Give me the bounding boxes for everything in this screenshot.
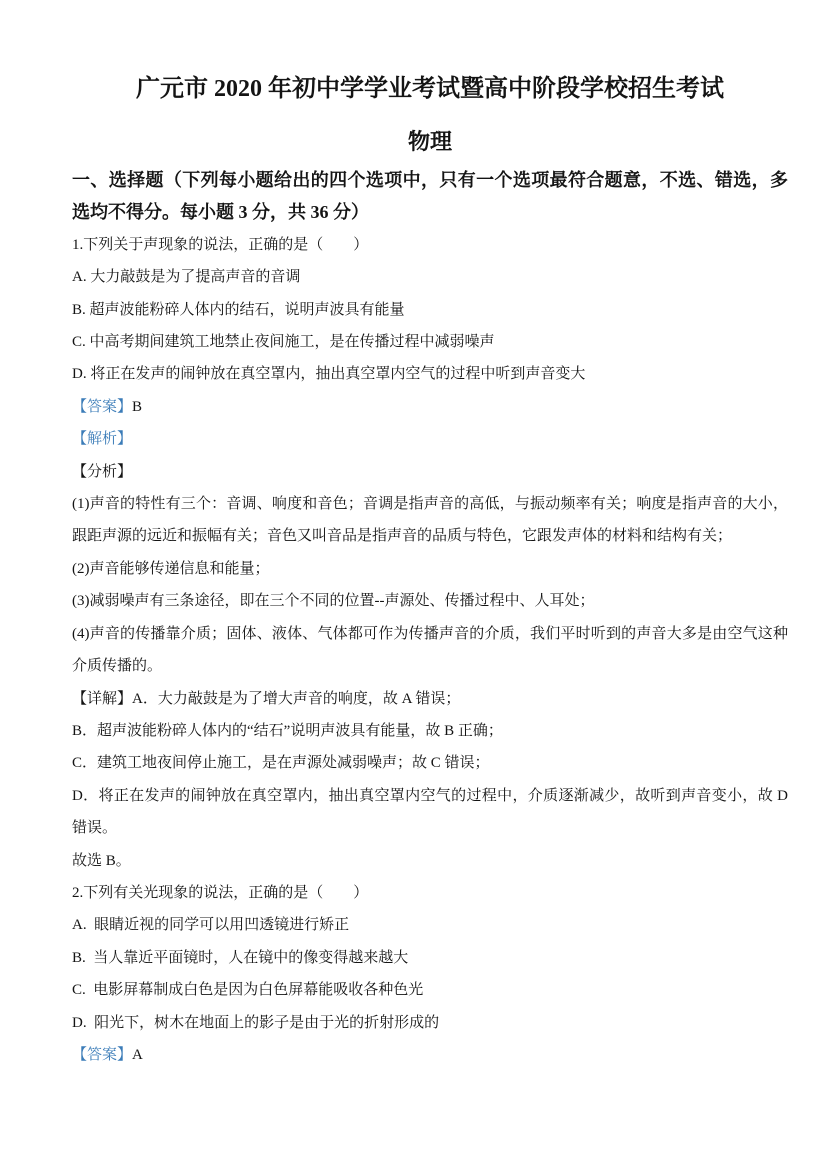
question-2-option-c: C. 电影屏幕制成白色是因为白色屏幕能吸收各种色光 (72, 982, 424, 999)
question-1-jiexi-label: 【解析】 (72, 431, 133, 448)
detail-label: 【详解】 (72, 690, 133, 707)
document-content (72, 72, 792, 1071)
question-1-option-d: D. 将正在发声的闹钟放在真空罩内，抽出真空罩内空气的过程中听到声音变大 (72, 366, 586, 383)
question-1-conclusion: 故选 B。 (72, 852, 131, 869)
answer-value: A (132, 1046, 143, 1063)
question-2-option-a: A. 眼睛近视的同学可以用凹透镜进行矫正 (72, 917, 350, 934)
question-1-analysis-1: (1)声音的特性有三个：音调、响度和音色；音调是指声音的高低，与振动频率有关；响度是指声音的大小，跟距声源的远近和振幅有关；音色又叫音品是指声音的品质与特色，它跟发声体的材料和结构有关； (72, 496, 788, 545)
question-1-block (72, 229, 792, 877)
question-1-stem: 1.下列关于声现象的说法，正确的是（ ） (72, 236, 369, 253)
question-1-answer-line (72, 391, 788, 423)
question-1-detail-line-d: D．将正在发声的闹钟放在真空罩内，抽出真空罩内空气的过程中，介质逐渐减少，故听到声音变小，故 D 错误。 (72, 787, 792, 837)
exam-subject: 物理 (407, 129, 452, 154)
question-2-stem: 2.下列有关光现象的说法，正确的是（ ） (72, 884, 369, 901)
question-2-option-d: D. 阳光下，树木在地面上的影子是由于光的折射形成的 (72, 1014, 440, 1031)
section-heading: 一、选择题（下列每小题给出的四个选项中，只有一个选项最符合题意，不选、错选，多选均不得分。每小题 3 分，共 36 分） (72, 170, 788, 223)
question-1-option-a: A. 大力敲鼓是为了提高声音的音调 (72, 269, 301, 286)
question-2-option-b: B. 当人靠近平面镜时，人在镜中的像变得越来越大 (72, 949, 409, 966)
answer-value: B (132, 398, 143, 415)
question-1-detail-line-a (72, 683, 788, 715)
question-1-fenxi-label: 【分析】 (72, 463, 133, 480)
question-1-detail-line-b: B．超声波能粉碎人体内的“结石”说明声波具有能量，故 B 正确； (72, 722, 503, 739)
question-1-analysis-2: (2)声音能够传递信息和能量； (72, 560, 270, 577)
question-1-detail-line-c: C．建筑工地夜间停止施工，是在声源处减弱噪声；故 C 错误； (72, 755, 490, 772)
answer-label: 【答案】 (72, 398, 133, 415)
question-1-option-b: B. 超声波能粉碎人体内的结石，说明声波具有能量 (72, 301, 405, 318)
question-1-analysis-4: (4)声音的传播靠介质；固体、液体、气体都可作为传播声音的介质，我们平时听到的声音大多是由空气这种介质传播的。 (72, 625, 788, 675)
question-1-option-c: C. 中高考期间建筑工地禁止夜间施工，是在传播过程中减弱噪声 (72, 334, 495, 351)
answer-label: 【答案】 (72, 1046, 133, 1063)
exam-title: 广元市 2020 年初中学学业考试暨高中阶段学校招生考试 (136, 76, 724, 102)
question-2-answer-line (72, 1039, 788, 1071)
detail-text-a: A．大力敲鼓是为了增大声音的响度，故 A 错误； (132, 690, 461, 707)
question-2-block (72, 877, 788, 1071)
question-1-analysis-3: (3)减弱噪声有三条途径，即在三个不同的位置--声源处、传播过程中、人耳处； (72, 593, 595, 610)
